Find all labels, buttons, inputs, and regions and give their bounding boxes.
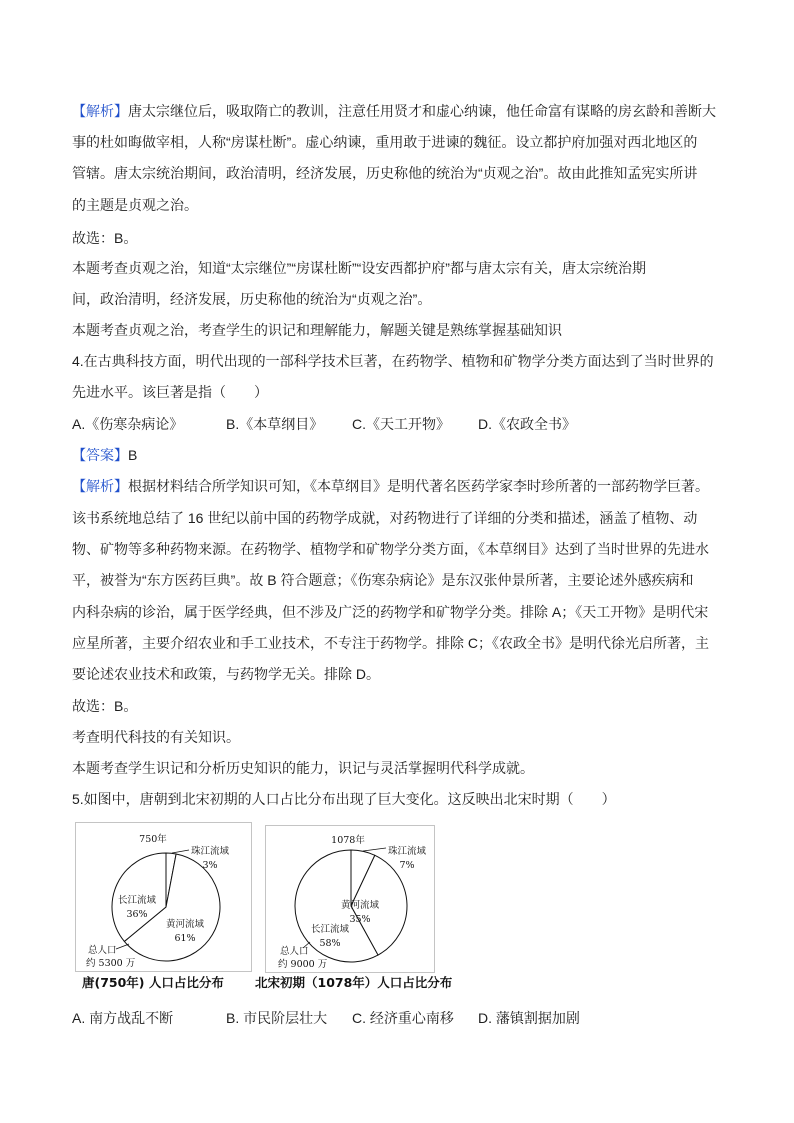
answer-tag: 【答案】: [72, 447, 128, 463]
slice-value-label: 36%: [126, 909, 148, 920]
q4-analysis-line: 应星所著，主要介绍农业和手工业技术，不专注于药物学。排除 C；《农政全书》是明代徐光启所著，主: [72, 635, 709, 651]
q3-analysis-line: [72, 101, 716, 121]
slice-name-label: 长江流域: [310, 924, 350, 935]
q4-option-c: C.《天工开物》: [352, 416, 450, 432]
q4-analysis-line: 物、矿物等多种药物来源。在药物学、植物学和矿物学分类方面，《本草纲目》达到了当时世界的先进水: [72, 541, 709, 557]
analysis-text: 根据材料结合所学知识可知，《本草纲目》是明代著名医药学家李时珍所著的一部药物学巨著。: [128, 478, 709, 494]
answer-value: B: [128, 447, 138, 463]
q3-analysis-line: 管辖。唐太宗统治期间，政治清明，经济发展，历史称他的统治为“贞观之治”。故由此推知孟宪实所讲: [72, 165, 698, 181]
total-value: 约 9000 万: [278, 959, 328, 970]
slice-name-label: 长江流域: [117, 895, 157, 906]
pie-chart-tang-750: [75, 822, 252, 972]
total-label: 总人口: [280, 946, 309, 957]
leader-line: [172, 850, 189, 853]
q3-comment: 本题考查贞观之治，考查学生的识记和理解能力，解题关键是熟练掌握基础知识: [72, 322, 562, 338]
pie-chart-svg: [76, 823, 251, 971]
q4-option-a: A.《伤寒杂病论》: [72, 416, 184, 432]
analysis-tag: 【解析】: [72, 103, 128, 119]
q4-option-d: D.《农政全书》: [478, 416, 576, 432]
pie-chart-svg: [266, 826, 434, 972]
q4-answer-line: [72, 445, 137, 465]
slice-name-label: 黄河流域: [165, 919, 205, 930]
q4-analysis-line: 要论述农业技术和政策，与药物学无关。排除 D。: [72, 666, 380, 682]
figure-caption: 北宋初期（1078年）人口占比分布: [255, 975, 453, 990]
year-label: 750年: [139, 834, 167, 845]
q4-comment: 本题考查学生识记和分析历史知识的能力，识记与灵活掌握明代科学成就。: [72, 760, 534, 776]
total-label: 总人口: [88, 945, 117, 956]
q5-option-b: B. 市民阶层壮大: [226, 1010, 328, 1026]
year-label: 1078年: [331, 835, 365, 846]
slice-value-label: 35%: [349, 914, 371, 925]
q4-stem-line: 4.在古典科技方面，明代出现的一部科学技术巨著，在药物学、植物和矿物学分类方面达到了当时世界的: [72, 353, 714, 369]
q4-analysis-line: 该书系统地总结了 16 世纪以前中国的药物学成就，对药物进行了详细的分类和描述，涵盖了植物、动: [72, 510, 698, 526]
q5-option-a: A. 南方战乱不断: [72, 1010, 174, 1026]
slice-value-label: 3%: [202, 860, 218, 871]
slice-name-label: 珠江流域: [387, 846, 427, 857]
q3-point-line: 间，政治清明，经济发展，历史称他的统治为“贞观之治”。: [72, 291, 432, 307]
slice-value-label: 61%: [174, 933, 196, 944]
q3-point-line: 本题考查贞观之治，知道“太宗继位”“房谋杜断”“设安西都护府”都与唐太宗有关，唐太宗统治期: [72, 260, 646, 276]
q5-option-c: C. 经济重心南移: [352, 1010, 454, 1026]
q3-analysis-line: 事的杜如晦做宰相，人称“房谋杜断”。虚心纳谏，重用敢于进谏的魏征。设立都护府加强对西北地区的: [72, 134, 698, 150]
pie-chart-song-1078: [265, 825, 435, 973]
total-value: 约 5300 万: [86, 958, 136, 969]
leader-line: [363, 848, 386, 851]
q5-option-d: D. 藩镇割据加剧: [478, 1010, 580, 1026]
analysis-text: 唐太宗继位后，吸取隋亡的教训，注意任用贤才和虚心纳谏，他任命富有谋略的房玄龄和善断大: [128, 103, 716, 119]
slice-name-label: 珠江流域: [190, 846, 230, 857]
slice-name-label: 黄河流域: [340, 900, 380, 911]
q3-choice: 故选：B。: [72, 230, 138, 246]
q4-analysis-line: [72, 476, 709, 496]
q4-analysis-line: 内科杂病的诊治，属于医学经典，但不涉及广泛的药物学和矿物学分类。排除 A；《天工开物》是明代宋: [72, 604, 709, 620]
q5-stem: 5.如图中，唐朝到北宋初期的人口占比分布出现了巨大变化。这反映出北宋时期（ ）: [72, 791, 616, 807]
figure-caption: 唐(750年) 人口占比分布: [82, 975, 224, 990]
q4-choice: 故选：B。: [72, 698, 138, 714]
q4-analysis-line: 平，被誉为“东方医药巨典”。故 B 符合题意；《伤寒杂病论》是东汉张仲景所著，主要论述外感疾病和: [72, 572, 694, 588]
q4-stem-line: 先进水平。该巨著是指（ ）: [72, 384, 268, 400]
slice-value-label: 58%: [319, 938, 341, 949]
analysis-tag: 【解析】: [72, 478, 128, 494]
slice-value-label: 7%: [399, 860, 415, 871]
q3-analysis-line: 的主题是贞观之治。: [72, 197, 198, 213]
leader-line: [116, 944, 129, 949]
q4-point: 考查明代科技的有关知识。: [72, 729, 240, 745]
q4-option-b: B.《本草纲目》: [226, 416, 324, 432]
